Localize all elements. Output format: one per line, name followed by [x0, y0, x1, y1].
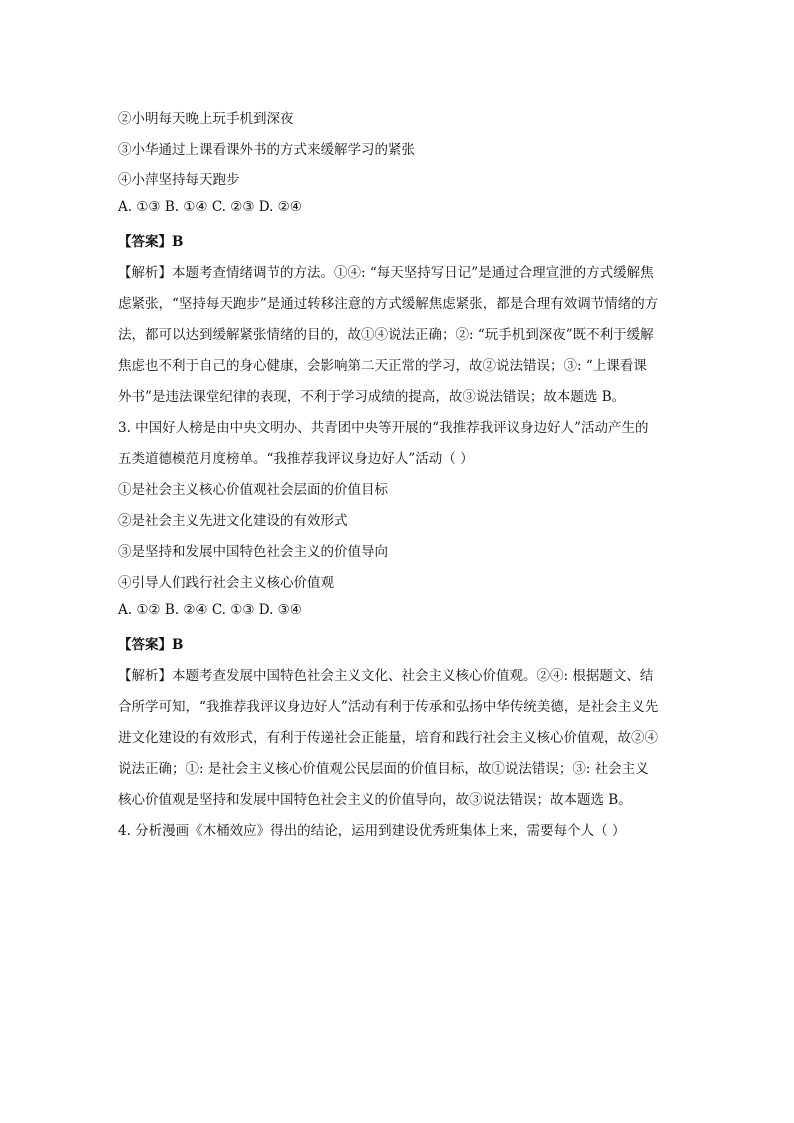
analysis-line: 合所学可知，“我推荐我评议身边好人”活动有利于传承和弘扬中华传统美德，是社会主义先	[118, 699, 659, 715]
analysis-line: 核心价值观是坚持和发展中国特色社会主义的价值导向，故③说法错误；故本题选 B。	[118, 792, 632, 808]
analysis-line: 法，都可以达到缓解紧张情绪的目的，故①④说法正确；②: “玩手机到深夜”既不利于缓解	[118, 327, 654, 343]
analysis-line: 外书”是违法课堂纪律的表现，不利于学习成绩的提高，故③说法错误；故本题选 B。	[118, 389, 626, 405]
option-4-line: ④小萍坚持每天跑步	[118, 172, 240, 188]
analysis-line: 说法正确；①: 是社会主义核心价值观公民层面的价值目标，故①说法错误；③: 社会主义	[118, 761, 649, 777]
option-4-line: ④引导人们践行社会主义核心价值观	[118, 575, 334, 591]
option-3-line: ③小华通过上课看课外书的方式来缓解学习的紧张	[118, 142, 415, 158]
analysis-line: 虑紧张，“坚持每天跑步”是通过转移注意的方式缓解焦虑紧张，都是合理有效调节情绪的方	[118, 296, 659, 312]
analysis-line: 【解析】本题考查情绪调节的方法。①④: “每天坚持写日记”是通过合理宣泄的方式缓解焦	[118, 265, 654, 281]
choices-line: A. ①② B. ②④ C. ①③ D. ③④	[118, 602, 302, 618]
question-4-stem: 4. 分析漫画《木桶效应》得出的结论，运用到建设优秀班集体上来，需要每个人（ ）	[118, 823, 626, 839]
question-3-stem: 五类道德模范月度榜单。“我推荐我评议身边好人”活动（ ）	[118, 451, 474, 467]
choices-line: A. ①③ B. ①④ C. ②③ D. ②④	[118, 199, 302, 215]
analysis-line: 进文化建设的有效形式，有利于传递社会正能量，培育和践行社会主义核心价值观，故②④	[118, 730, 658, 746]
option-3-line: ③是坚持和发展中国特色社会主义的价值导向	[118, 544, 388, 560]
analysis-line: 【解析】本题考查发展中国特色社会主义文化、社会主义核心价值观。②④: 根据题文、结	[118, 668, 654, 684]
option-2-line: ②小明每天晚上玩手机到深夜	[118, 111, 294, 127]
option-1-line: ①是社会主义核心价值观社会层面的价值目标	[118, 482, 388, 498]
answer-line: 【答案】B	[118, 234, 184, 250]
analysis-line: 焦虑也不利于自己的身心健康，会影响第二天正常的学习，故②说法错误；③: “上课看课	[118, 358, 647, 374]
answer-line: 【答案】B	[118, 637, 184, 653]
question-3-stem: 3. 中国好人榜是由中央文明办、共青团中央等开展的“我推荐我评议身边好人”活动产生的	[118, 420, 649, 436]
option-2-line: ②是社会主义先进文化建设的有效形式	[118, 513, 348, 529]
